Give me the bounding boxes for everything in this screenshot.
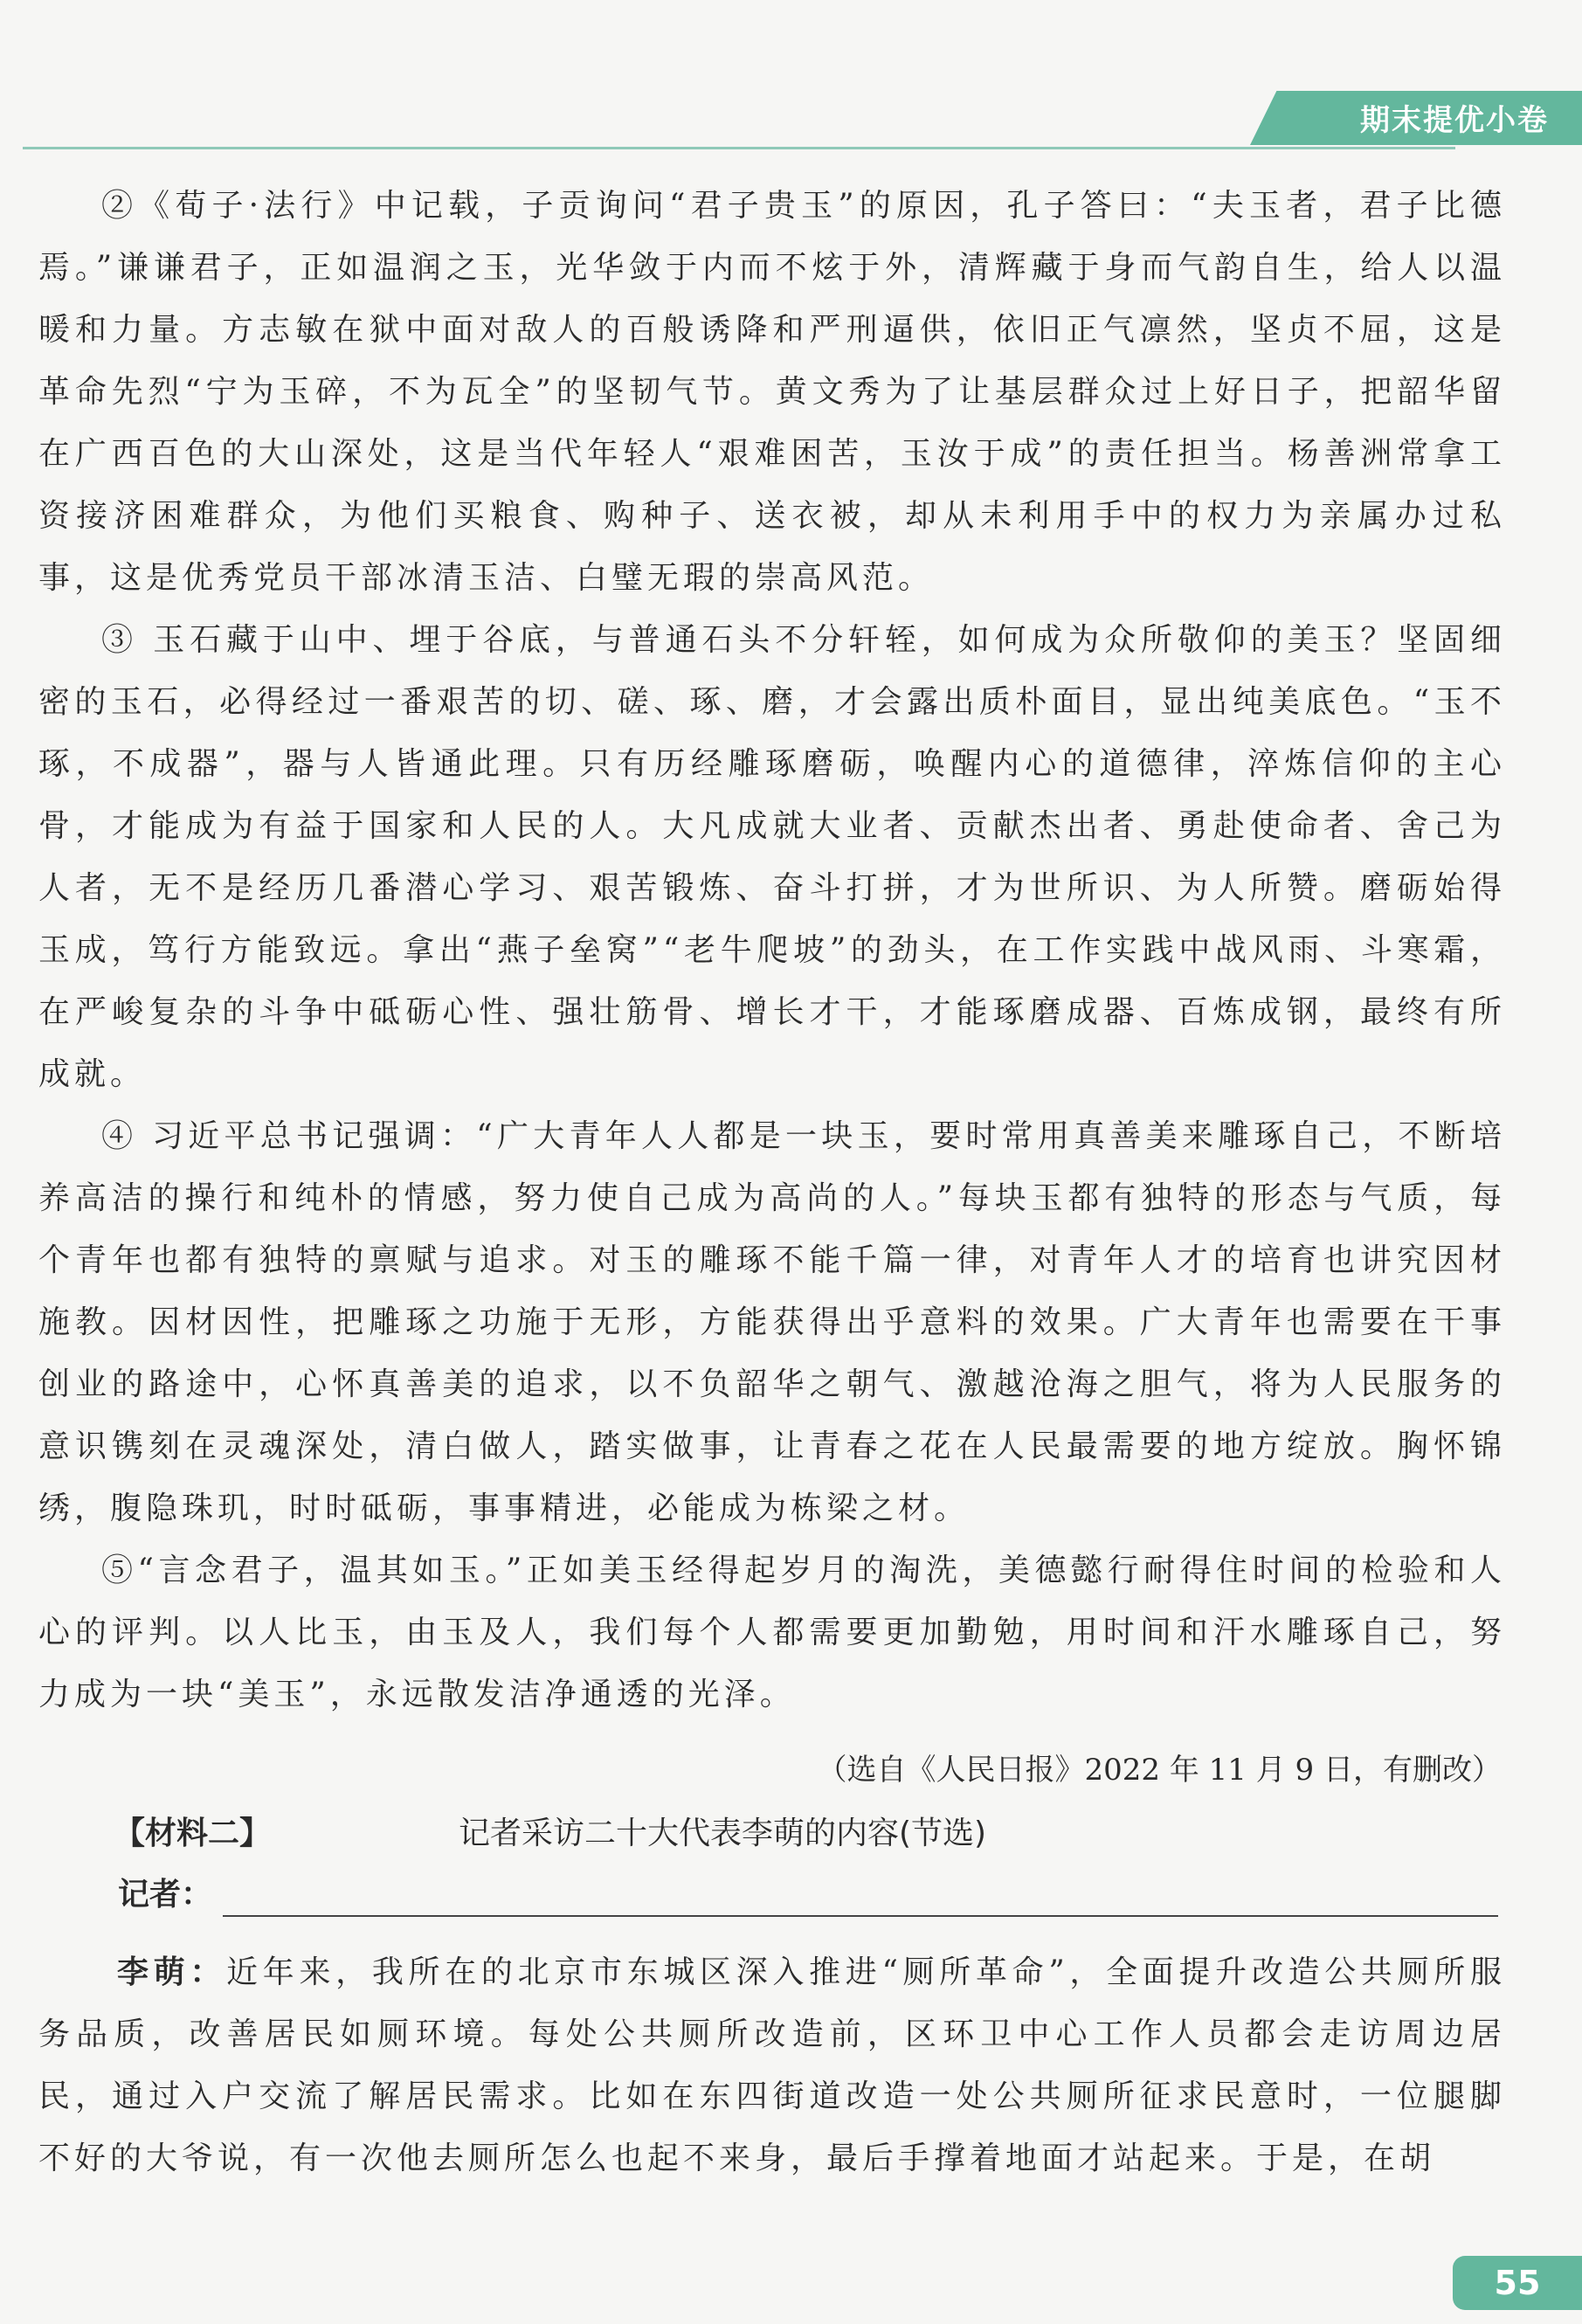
reporter-label: 记者：	[118, 1877, 213, 1912]
section-label: 期末提优小卷	[1360, 103, 1549, 138]
reporter-answer-blank[interactable]	[223, 1915, 1498, 1917]
source-citation: （选自《人民日报》2022 年 11 月 9 日，有删改）	[817, 1753, 1502, 1788]
paragraph-2: ②《荀子·法行》中记载，子贡询问“君子贵玉”的原因，孔子答曰：“夫玉者，君子比德焉。”谦谦君子，正如温润之玉，光华敛于内而不炫于外，清辉藏于身而气韵自生，给人以温暖和力量。方志敏在狱中面对敌人的百般诱降和严刑逼供，依旧正气凛然，坚贞不屈，这是革命先烈“宁为玉碎，不为瓦全”的坚韧气节。黄文秀为了让基层群众过上好日子，把韶华留在广西百色的大山深处，这是当代年轻人“艰难困苦，玉汝于成”的责任担当。杨善洲常拿工资接济困难群众，为他们买粮食、购种子、送衣被，却从未利用手中的权力为亲属办过私事，这是优秀党员干部冰清玉洁、白璧无瑕的崇高风范。	[38, 188, 1506, 596]
page-number: 55	[1453, 2256, 1582, 2310]
material-label: 【材料二】	[114, 1816, 272, 1851]
header-rule	[23, 147, 1455, 149]
speaker-label: 李萌：	[117, 1954, 227, 1990]
interview-answer	[38, 1941, 1506, 2189]
material-title: 记者采访二十大代表李萌的内容(节选)	[459, 1816, 987, 1851]
speaker-answer: 近年来，我所在的北京市东城区深入推进“厕所革命”，全面提升改造公共厕所服务品质，改善居民如厕环境。每处公共厕所改造前，区环卫中心工作人员都会走访周边居民，通过入户交流了解居民需求。比如在东四街道改造一处公共厕所征求民意时，一位腿脚不好的大爷说，有一次他去厕所怎么也起不来身，最后手撑着地面才站起来。于是，在胡	[38, 1954, 1506, 2176]
paragraph-4: ④ 习近平总书记强调：“广大青年人人都是一块玉，要时常用真善美来雕琢自己，不断培养高洁的操行和纯朴的情感，努力使自己成为高尚的人。”每块玉都有独特的形态与气质，每个青年也都有独特的禀赋与追求。对玉的雕琢不能千篇一律，对青年人才的培育也讲究因材施教。因材因性，把雕琢之功施于无形，方能获得出乎意料的效果。广大青年也需要在干事创业的路途中，心怀真善美的追求，以不负韶华之朝气、激越沧海之胆气，将为人民服务的意识镌刻在灵魂深处，清白做人，踏实做事，让青春之花在人民最需要的地方绽放。胸怀锦绣，腹隐珠玑，时时砥砺，事事精进，必能成为栋梁之材。	[38, 1118, 1506, 1526]
article-body	[38, 175, 1506, 1726]
paragraph-5: ⑤“言念君子，温其如玉。”正如美玉经得起岁月的淘洗，美德懿行耐得住时间的检验和人心的评判。以人比玉，由玉及人，我们每个人都需要更加勤勉，用时间和汗水雕琢自己，努力成为一块“美玉”，永远散发洁净通透的光泽。	[38, 1553, 1506, 1712]
paragraph-3: ③ 玉石藏于山中、埋于谷底，与普通石头不分轩轾，如何成为众所敬仰的美玉？坚固细密的玉石，必得经过一番艰苦的切、磋、琢、磨，才会露出质朴面目，显出纯美底色。“玉不琢，不成器”，器与人皆通此理。只有历经雕琢磨砺，唤醒内心的道德律，淬炼信仰的主心骨，才能成为有益于国家和人民的人。大凡成就大业者、贡献杰出者、勇赴使命者、舍己为人者，无不是经历几番潜心学习、艰苦锻炼、奋斗打拼，才为世所识、为人所赞。磨砺始得玉成，笃行方能致远。拿出“燕子垒窝”“老牛爬坡”的劲头，在工作实践中战风雨、斗寒霜，在严峻复杂的斗争中砥砺心性、强壮筋骨、增长才干，才能琢磨成器、百炼成钢，最终有所成就。	[38, 622, 1506, 1092]
